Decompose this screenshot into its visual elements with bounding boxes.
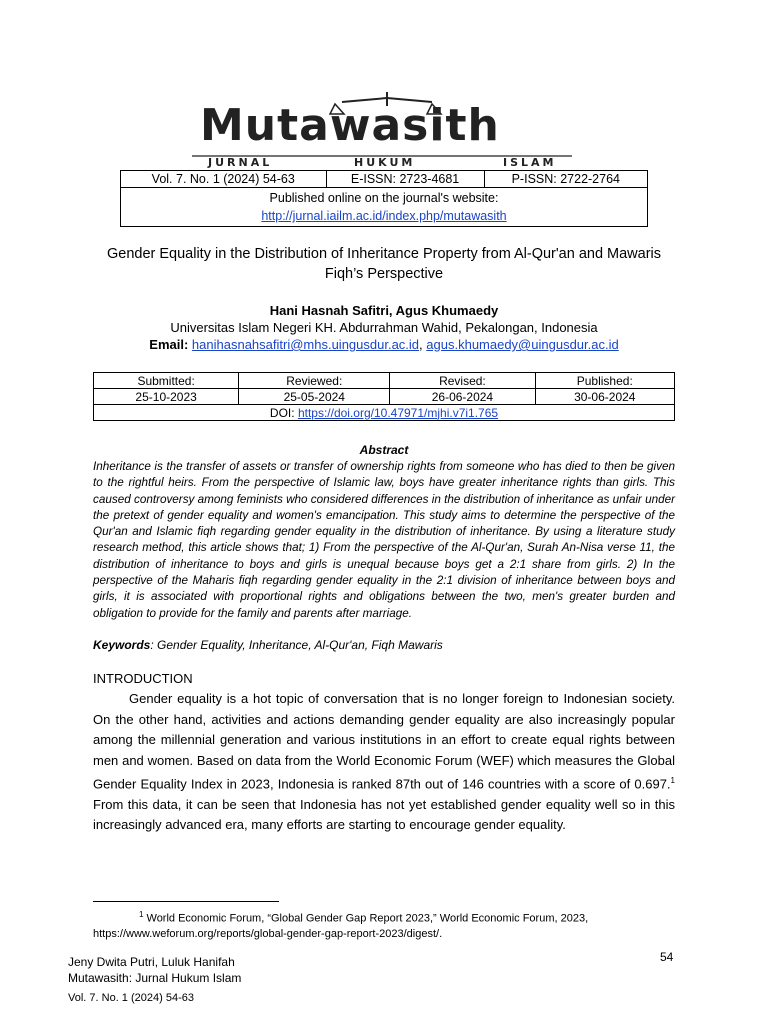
email-link-2[interactable]: agus.khumaedy@uingusdur.ac.id xyxy=(426,337,619,352)
revised-header: Revised: xyxy=(390,373,535,389)
reviewed-header: Reviewed: xyxy=(239,373,390,389)
logo-sub-islam: ISLAM xyxy=(503,156,557,169)
submitted-date: 25-10-2023 xyxy=(94,389,239,405)
published-date: 30-06-2024 xyxy=(535,389,674,405)
website-cell xyxy=(121,188,648,227)
author-affiliation: Universitas Islam Negeri KH. Abdurrahman Wahid, Pekalongan, Indonesia xyxy=(170,320,598,335)
logo-wordmark: Mutawasith xyxy=(200,100,500,151)
keywords-line xyxy=(93,638,675,652)
page-number: 54 xyxy=(660,950,674,964)
keywords-text: : Gender Equality, Inheritance, Al-Qur'an, Fiqh Mawaris xyxy=(150,638,443,652)
footnote-text-2: https://www.weforum.org/reports/global-gender-gap-report-2023/digest/. xyxy=(93,927,443,940)
footnote-divider xyxy=(93,901,279,902)
introduction-heading: INTRODUCTION xyxy=(93,671,193,686)
logo-sub-hukum: HUKUM xyxy=(354,156,416,169)
journal-website-link[interactable]: http://jurnal.iailm.ac.id/index.php/mutawasith xyxy=(261,209,507,223)
doi-cell xyxy=(94,405,675,421)
submitted-header: Submitted: xyxy=(94,373,239,389)
email-separator: , xyxy=(419,337,423,352)
article-title xyxy=(80,244,688,284)
article-title-line1: Gender Equality in the Distribution of Inheritance Property from Al-Qur'an and Mawaris xyxy=(106,246,662,262)
published-online-text: Published online on the journal's website: xyxy=(269,191,499,205)
abstract-heading: Abstract xyxy=(359,443,409,457)
footnote-text-1: World Economic Forum, “Global Gender Gap Report 2023,” World Economic Forum, 2023, xyxy=(143,912,589,925)
doi-label: DOI: xyxy=(269,405,295,420)
intro-text-2: From this data, it can be seen that Indonesia has not yet established gender equality well so in this increasingly advanced era, many efforts are starting to encourage gender equality. xyxy=(93,796,675,833)
volume-cell: Vol. 7. No. 1 (2024) 54-63 xyxy=(121,171,327,188)
email-label: Email: xyxy=(149,337,189,352)
footnote-number: 1 xyxy=(139,910,144,919)
keywords-label: Keywords xyxy=(93,638,151,652)
footnote xyxy=(93,907,675,942)
published-header: Published: xyxy=(535,373,674,389)
submission-dates-table xyxy=(93,372,675,421)
pissn-cell: P-ISSN: 2722-2764 xyxy=(484,171,647,188)
logo-sub-jurnal: JURNAL xyxy=(208,156,273,169)
article-authors: Hani Hasnah Safitri, Agus Khumaedy xyxy=(269,303,499,318)
author-emails xyxy=(80,337,688,352)
email-link-1[interactable]: hanihasnahsafitri@mhs.uingusdur.ac.id xyxy=(191,337,420,352)
doi-link[interactable]: https://doi.org/10.47971/mjhi.v7i1.765 xyxy=(297,405,499,420)
footer-journal: Mutawasith: Jurnal Hukum Islam xyxy=(68,971,242,985)
abstract-body: Inheritance is the transfer of assets or transfer of ownership rights from someone who has died to then be given to the rightful heirs. From the perspective of Islamic law, boys have greater inheritance rights than girls. This caused controversy among feminists who considered differences in the distribution of inheritance as unfair under the pretext of gender equality and women's emancipation. This study aims to determine the perspective of the Qur'an and Islamic fiqh regarding gender equality in the distribution of inheritance. By using a literature study research method, this article shows that; 1) From the perspective of the Al-Qur'an, Surah An-Nisa verse 11, the distribution of inheritance to boys and girls is unequal because boys get a 2:1 share from girls. 2) In the perspective of the Maharis fiqh regarding gender equality in the 2:1 division of inheritance between boys and girls, it is associated with proportional rights and obligations between the two, men's greater burden and obligation to provide for the family and parents after marriage. xyxy=(93,460,675,620)
footnote-ref[interactable]: 1 xyxy=(670,776,675,785)
eissn-cell: E-ISSN: 2723-4681 xyxy=(326,171,484,188)
article-title-line2: Fiqh’s Perspective xyxy=(324,266,444,282)
introduction-paragraph xyxy=(93,689,675,836)
reviewed-date: 25-05-2024 xyxy=(239,389,390,405)
footer-authors: Jeny Dwita Putri, Luluk Hanifah xyxy=(68,955,235,969)
journal-info-table xyxy=(120,170,648,227)
revised-date: 26-06-2024 xyxy=(390,389,535,405)
footer-volume: Vol. 7. No. 1 (2024) 54-63 xyxy=(68,992,194,1004)
intro-text-1: Gender equality is a hot topic of conversation that is no longer foreign to Indonesian society. On the other hand, activities and actions demanding gender equality are also increasingly popular among the millennial generation and various institutions in an effort to create equal rights between men and women. Based on data from the World Economic Forum (WEF) which measures the Global Gender Equality Index in 2023, Indonesia is ranked 87th out of 146 countries with a score of 0.697. xyxy=(93,691,675,792)
